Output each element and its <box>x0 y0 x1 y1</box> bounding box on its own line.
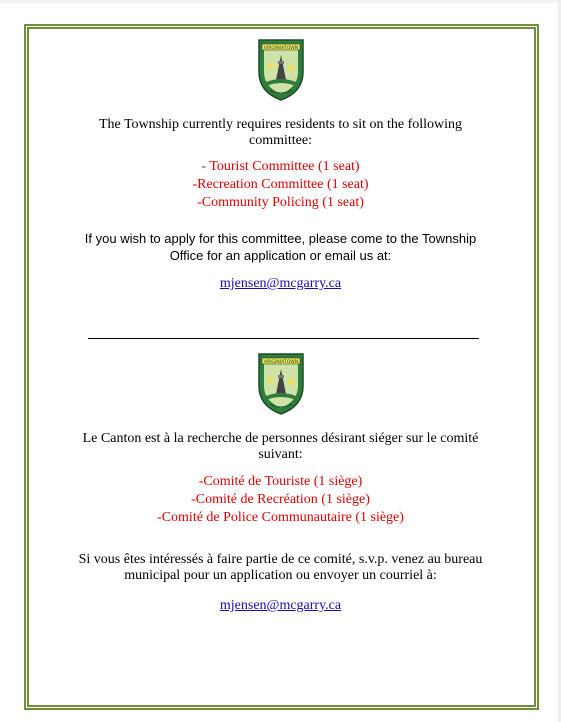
committee-item: -Comité de Touriste (1 siège) <box>198 474 363 489</box>
french-intro-line1: Le Canton est à la recherche de personnes désirant siéger sur le comité <box>82 431 479 446</box>
english-committee-list <box>0 158 561 212</box>
committee-item: - Tourist Committee (1 seat) <box>201 159 360 174</box>
township-crest-logo <box>256 350 306 416</box>
french-email-row <box>0 596 561 614</box>
english-intro-line1: The Township currently requires residents to sit on the following <box>98 117 463 132</box>
committee-item: -Comité de Police Communautaire (1 siège) <box>157 510 404 525</box>
email-link[interactable]: mjensen@mcgarry.ca <box>219 276 342 291</box>
english-email-row <box>0 274 561 292</box>
logo-banner-text: VIRGINIATOWN <box>263 359 299 365</box>
french-intro-line2: suivant: <box>258 447 303 462</box>
english-apply-line1: If you wish to apply for this committee, please come to the Township <box>84 231 477 246</box>
section-divider <box>88 338 479 339</box>
committee-item: -Comité de Recréation (1 siège) <box>191 492 370 507</box>
committee-item: -Community Policing (1 seat) <box>197 195 364 210</box>
english-intro-line2: committee: <box>249 133 312 148</box>
english-intro <box>0 117 561 149</box>
email-link[interactable]: mjensen@mcgarry.ca <box>219 598 342 613</box>
township-crest-logo <box>256 36 306 102</box>
french-apply-line2: municipal pour un application ou envoyer un courriel à: <box>124 568 437 583</box>
french-apply-text <box>0 552 561 584</box>
english-apply-text <box>0 230 561 264</box>
french-intro <box>0 431 561 463</box>
page-edge <box>0 0 561 3</box>
logo-banner-text: VIRGINIATOWN <box>263 45 299 51</box>
french-apply-line1: Si vous êtes intéressés à faire partie de ce comité, s.v.p. venez au bureau <box>78 552 483 567</box>
english-apply-line2: Office for an application or email us at: <box>169 248 392 263</box>
committee-item: -Recreation Committee (1 seat) <box>192 177 369 192</box>
french-committee-list <box>0 473 561 527</box>
